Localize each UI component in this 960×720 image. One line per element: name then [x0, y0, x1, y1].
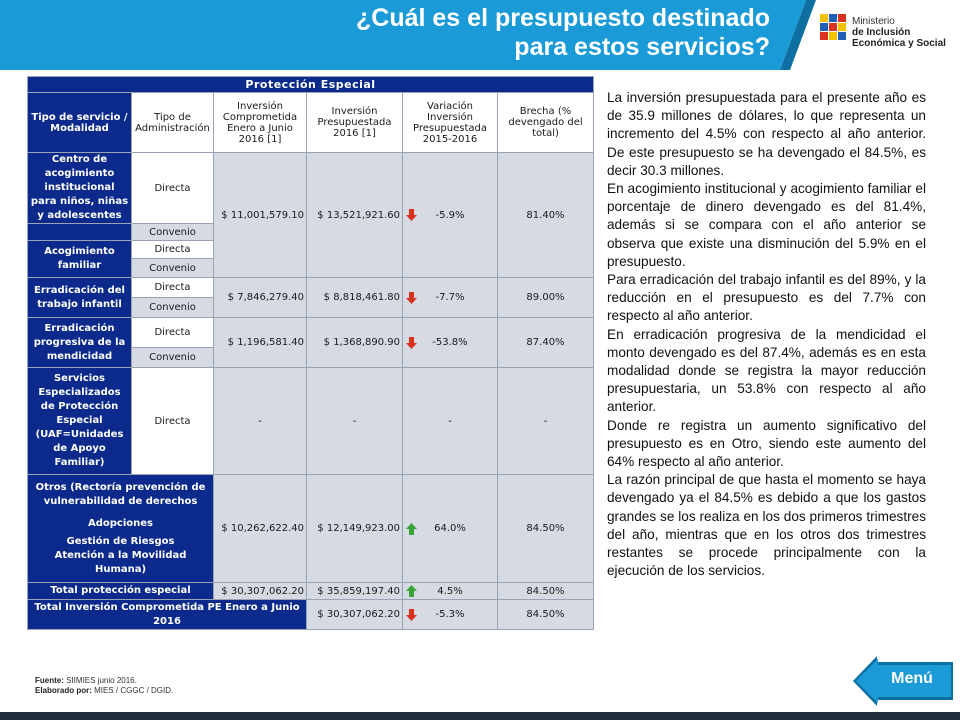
otros-variacion — [403, 475, 498, 583]
row-label-servicios-especializados: Servicios Especializados de Protección Especial (UAF=Unidades de Apoyo Familiar) — [28, 368, 132, 475]
total-pe-variacion — [403, 583, 498, 600]
acogimiento-variacion — [403, 153, 498, 278]
total-inversion-presupuestada: $ 30,307,062.20 — [307, 600, 403, 630]
menu-button[interactable] — [853, 656, 953, 706]
trabajo-infantil-variacion-value: -7.7% — [435, 292, 465, 303]
row-label-total-inversion: Total Inversión Comprometida PE Enero a Junio 2016 — [28, 600, 307, 630]
total-pe-brecha: 84.50% — [498, 583, 594, 600]
otros-presupuestada: $ 12,149,923.00 — [307, 475, 403, 583]
analysis-paragraph: En erradicación progresiva de la mendicidad el monto devengado es del 87.4%, además es en esta modalidad donde se registra la mayor reducción presupuestaria, un 53.8% con respecto al año anterior. — [607, 326, 926, 415]
table-title: Protección Especial — [28, 77, 594, 93]
row-label-acogimiento-institucional: Centro de acogimiento institucional para niños, niñas y adolescentes — [28, 153, 132, 224]
ministry-logo — [818, 12, 958, 60]
title-line-2: para estos servicios? — [514, 33, 770, 61]
total-pe-presupuestada: $ 35,859,197.40 — [307, 583, 403, 600]
row-label-total-pe: Total protección especial — [28, 583, 214, 600]
row-label-otros — [28, 475, 214, 583]
col-header-brecha: Brecha (% devengado del total) — [498, 93, 594, 153]
admin-directa: Directa — [132, 241, 214, 259]
budget-table-container — [27, 76, 593, 630]
arrow-down-icon — [406, 292, 417, 304]
row-label-spacer — [28, 224, 132, 241]
bottom-bar — [0, 712, 960, 720]
col-header-variacion: Variación Inversión Presupuestada 2015-2016 — [403, 93, 498, 153]
mendicidad-variacion — [403, 318, 498, 368]
especializados-presupuestada: - — [307, 368, 403, 475]
total-inversion-variacion — [403, 600, 498, 630]
acogimiento-variacion-value: -5.9% — [435, 209, 465, 221]
acogimiento-presupuestada: $ 13,521,921.60 — [307, 153, 403, 278]
arrow-down-icon — [406, 337, 417, 349]
admin-convenio: Convenio — [132, 224, 214, 241]
trabajo-infantil-presupuestada: $ 8,818,461.80 — [307, 278, 403, 318]
source-note — [35, 676, 173, 696]
admin-convenio: Convenio — [132, 259, 214, 278]
arrow-down-icon — [406, 609, 417, 621]
budget-table — [27, 76, 594, 630]
admin-directa: Directa — [132, 318, 214, 348]
logo-line-1: Ministerio — [852, 16, 895, 27]
elaborado-value: MIES / CGGC / DGID. — [94, 686, 174, 695]
logo-line-2: de Inclusión — [852, 27, 911, 38]
ministry-logo-icon — [818, 12, 848, 48]
total-inversion-variacion-value: -5.3% — [435, 609, 465, 620]
analysis-paragraph: Para erradicación del trabajo infantil es del 89%, y la reducción en el presupuesto es del 7.7% con respecto al año anterior. — [607, 272, 926, 324]
otros-gestion-riesgos: Gestión de Riesgos — [66, 535, 175, 547]
admin-directa: Directa — [132, 278, 214, 298]
arrow-up-icon — [406, 585, 417, 597]
arrow-up-icon — [406, 523, 417, 535]
logo-line-3: Económica y Social — [852, 38, 946, 49]
col-header-comprometida: Inversión Comprometida Enero a Junio 2016 [1] — [214, 93, 307, 153]
header-banner — [0, 0, 960, 70]
otros-brecha: 84.50% — [498, 475, 594, 583]
otros-comprometida: $ 10,262,622.40 — [214, 475, 307, 583]
analysis-paragraph: Donde re registra un aumento significativo del presupuesto es en Otro, siendo este aumento del 64% respecto al año anterior. — [607, 417, 926, 470]
acogimiento-brecha: 81.40% — [498, 153, 594, 278]
page-title — [300, 4, 770, 62]
row-label-mendicidad: Erradicación progresiva de la mendicidad — [28, 318, 132, 368]
total-pe-variacion-value: 4.5% — [437, 585, 463, 597]
row-label-trabajo-infantil: Erradicación del trabajo infantil — [28, 278, 132, 318]
col-header-administracion: Tipo de Administración — [132, 93, 214, 153]
especializados-brecha: - — [498, 368, 594, 475]
trabajo-infantil-variacion — [403, 278, 498, 318]
col-header-servicio: Tipo de servicio / Modalidad — [28, 93, 132, 153]
especializados-variacion: - — [403, 368, 498, 475]
mendicidad-variacion-value: -53.8% — [432, 337, 468, 348]
especializados-comprometida: - — [214, 368, 307, 475]
otros-adopciones: Adopciones — [87, 517, 153, 529]
otros-movilidad-humana: Atención a la Movilidad Humana) — [54, 549, 187, 575]
elaborado-label: Elaborado por: — [35, 686, 92, 695]
arrow-down-icon — [406, 209, 417, 221]
menu-button-label: Menú — [891, 670, 933, 687]
mendicidad-comprometida: $ 1,196,581.40 — [214, 318, 307, 368]
fuente-label: Fuente: — [35, 676, 64, 685]
admin-directa: Directa — [132, 368, 214, 475]
total-inversion-brecha: 84.50% — [498, 600, 594, 630]
trabajo-infantil-comprometida: $ 7,846,279.40 — [214, 278, 307, 318]
analysis-text — [607, 89, 926, 580]
mendicidad-brecha: 87.40% — [498, 318, 594, 368]
ministry-logo-text — [852, 16, 946, 49]
admin-directa: Directa — [132, 153, 214, 224]
col-header-presupuestada: Inversión Presupuestada 2016 [1] — [307, 93, 403, 153]
mendicidad-presupuestada: $ 1,368,890.90 — [307, 318, 403, 368]
title-line-1: ¿Cuál es el presupuesto destinado — [356, 4, 770, 32]
admin-convenio: Convenio — [132, 298, 214, 318]
row-label-acogimiento-familiar: Acogimiento familiar — [28, 241, 132, 278]
trabajo-infantil-brecha: 89.00% — [498, 278, 594, 318]
acogimiento-comprometida: $ 11,001,579.10 — [214, 153, 307, 278]
analysis-paragraph: En acogimiento institucional y acogimiento familiar el porcentaje de dinero devengado es del 81.4%, además si se compara con el año anterior se observa que existe una disminución del 5.9% en el presupuesto. — [607, 181, 926, 269]
admin-convenio: Convenio — [132, 348, 214, 368]
analysis-paragraph: La inversión presupuestada para el presente año es de 35.9 millones de dólares, lo que representa un incremento del 4.5% con respecto al año anterior. De este presupuesto se ha devengado el 84.5%, es decir 30.3 millones. — [607, 90, 926, 178]
otros-title: Otros (Rectoría prevención de vulnerabilidad de derechos — [35, 481, 206, 507]
total-pe-comprometida: $ 30,307,062.20 — [214, 583, 307, 600]
otros-variacion-value: 64.0% — [434, 523, 466, 534]
analysis-paragraph: La razón principal de que hasta el momento se haya devengado ya el 84.5% es debido a que los gastos grandes se los realiza en los dos primeros trimestres del año, mientras que en los otros dos trimestres restantes se procede principalmente con la ejecución de los servicios. — [607, 472, 926, 579]
fuente-value: SIIMIES junio 2016. — [66, 676, 137, 685]
